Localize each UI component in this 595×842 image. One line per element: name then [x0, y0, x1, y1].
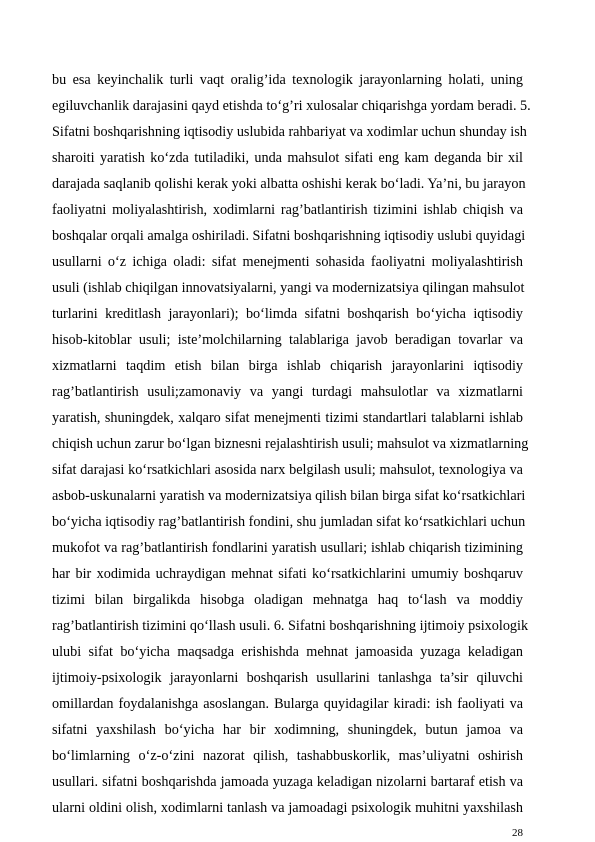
text-line: yaratish, shuningdek, xalqaro sifat menejmenti tizimi standartlari talablarni ishlab: [52, 410, 523, 426]
text-line: darajada saqlanib qolishi kerak yoki albatta oshishi kerak bo‘ladi. Ya’ni, bu jarayon: [52, 176, 526, 192]
text-line: chiqish uchun zarur bo‘lgan biznesni rejalashtirish usuli; mahsulot va xizmatlarning: [52, 436, 529, 452]
text-line: ijtimoiy-psixologik jarayonlarni boshqarish usullarini tanlashga ta’sir qiluvchi: [52, 670, 523, 686]
text-line: usuli (ishlab chiqilgan innovatsiyalarni, yangi va modernizatsiya qilingan mahsulot: [52, 280, 525, 296]
text-line: asbob-uskunalarni yaratish va modernizatsiya qilish bilan birga sifat ko‘rsatkichlari: [52, 488, 526, 504]
text-line: sifat darajasi ko‘rsatkichlari asosida narx belgilash usuli; mahsulot, texnologiya va: [52, 462, 523, 478]
text-line: usullarni o‘z ichiga oladi: sifat menejmenti sohasida faoliyatni moliyalashtirish: [52, 254, 523, 270]
text-line: bo‘yicha iqtisodiy rag’batlantirish fondini, shu jumladan sifat ko‘rsatkichlari uchun: [52, 514, 526, 530]
text-line: faoliyatni moliyalashtirish, xodimlarni rag’batlantirish tizimini ishlab chiqish va: [52, 202, 523, 218]
text-line: turlarini kreditlash jarayonlari); bo‘limda sifatni boshqarish bo‘yicha iqtisodiy: [52, 306, 523, 322]
text-line: hisob-kitoblar usuli; iste’molchilarning talablariga javob beradigan tovarlar va: [52, 332, 523, 348]
text-line: omillardan foydalanishga asoslangan. Bularga quyidagilar kiradi: ish faoliyati va: [52, 696, 523, 712]
text-line: bo‘limlarning o‘z-o‘zini nazorat qilish, tashabbuskorlik, mas’uliyatni oshirish: [52, 748, 523, 764]
text-line: sharoiti yaratish ko‘zda tutiladiki, unda mahsulot sifati eng kam deganda bir xil: [52, 150, 523, 166]
page-number: 28: [512, 827, 523, 839]
text-line: Sifatni boshqarishning iqtisodiy uslubida rahbariyat va xodimlar uchun shunday ish: [52, 124, 527, 140]
text-line: ularni oldini olish, xodimlarni tanlash va jamoadagi psixologik muhitni yaxshilash: [52, 800, 523, 816]
text-line: rag’batlantirish usuli;zamonaviy va yangi turdagi mahsulotlar va xizmatlarni: [52, 384, 523, 400]
text-line: tizimi bilan birgalikda hisobga oladigan mehnatga haq to‘lash va moddiy: [52, 592, 523, 608]
text-line: har bir xodimida uchraydigan mehnat sifati ko‘rsatkichlarini umumiy boshqaruv: [52, 566, 523, 582]
text-line: bu esa keyinchalik turli vaqt oralig’ida texnologik jarayonlarning holati, uning: [52, 72, 523, 88]
text-line: usullari. sifatni boshqarishda jamoada yuzaga keladigan nizolarni bartaraf etish va: [52, 774, 523, 790]
text-line: xizmatlarni taqdim etish bilan birga ishlab chiqarish jarayonlarini iqtisodiy: [52, 358, 523, 374]
text-line: rag’batlantirish tizimini qo‘llash usuli. 6. Sifatni boshqarishning ijtimoiy psixologik: [52, 618, 529, 634]
text-line: ulubi sifat bo‘yicha maqsadga erishishda mehnat jamoasida yuzaga keladigan: [52, 644, 523, 660]
text-line: boshqalar orqali amalga oshiriladi. Sifatni boshqarishning iqtisodiy uslubi quyidagi: [52, 228, 526, 244]
text-line: sifatni yaxshilash bo‘yicha har bir xodimning, shuningdek, butun jamoa va: [52, 722, 523, 738]
text-line: egiluvchanlik darajasini qayd etishda to‘g’ri xulosalar chiqarishga yordam beradi. 5.: [52, 98, 531, 114]
text-line: mukofot va rag’batlantirish fondlarini yaratish usullari; ishlab chiqarish tizimining: [52, 540, 523, 556]
